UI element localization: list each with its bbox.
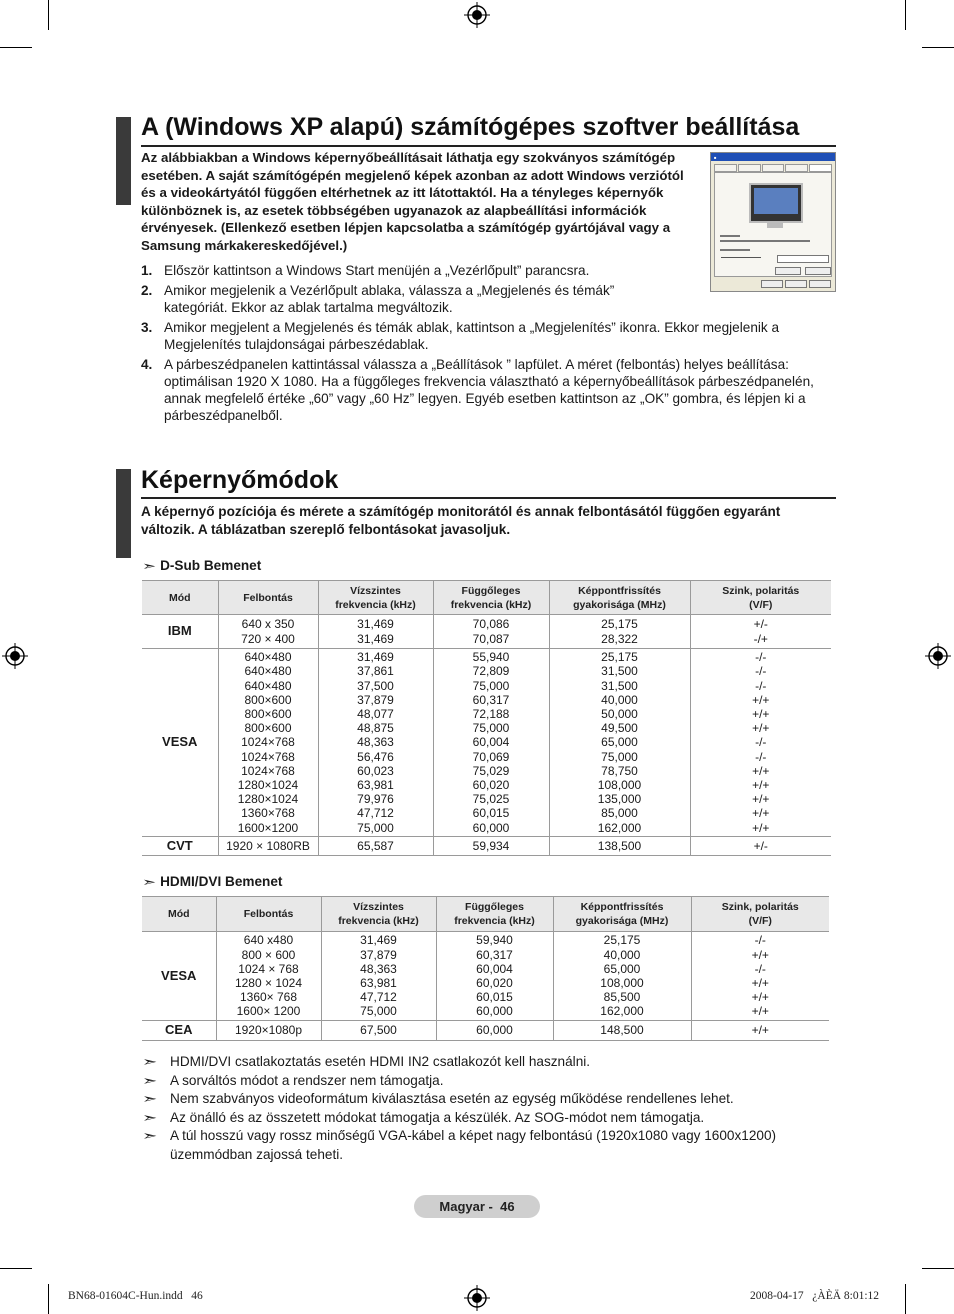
list-item [142,1109,832,1128]
hdmi-table [142,896,829,1041]
section-title: A (Windows XP alapú) számítógépes szoftver beállítása [141,113,800,141]
polarity-cell: -/- +/+ -/- +/+ +/+ +/+ [691,932,829,1021]
table-row [142,932,829,1021]
dsub-heading [141,558,262,573]
note-text: HDMI/DVI csatlakoztatás esetén HDMI IN2 csatlakozót kell használni. [170,1054,591,1069]
table-row [142,837,831,856]
monitor-stand [767,223,783,228]
hfreq-cell: 31,469 37,879 48,363 63,981 47,712 75,000 [321,932,436,1021]
list-item [141,356,831,424]
text-line [720,235,740,237]
dsub-heading-text: D-Sub Bemenet [160,558,262,573]
steps-list [141,262,831,427]
mode-cell: VESA [142,932,216,1021]
footer-file-info: BN68-01604C-Hun.indd 46 [68,1290,203,1302]
polarity-cell: +/- [690,837,831,856]
step-number: 3. [141,320,153,335]
column-header: Vízszintes frekvencia (kHz) [321,897,436,932]
registration-mark-icon [464,2,490,28]
page-number-badge [414,1195,540,1218]
step-number: 4. [141,357,153,372]
vfreq-cell: 59,940 60,317 60,004 60,020 60,015 60,000 [436,932,553,1021]
column-header: Felbontás [216,897,321,932]
monitor-icon [749,183,803,223]
arrow-right-icon: ➣ [141,558,157,573]
crop-mark [0,1268,32,1269]
polarity-cell: +/- -/+ [690,615,831,649]
arrow-right-icon: ➣ [142,1109,158,1125]
resolution-cell: 640×480 640×480 640×480 800×600 800×600 800×600 1024×768 1024×768 1024×768 1280×1024 1280×1024 1360×768 1600×1200 [218,649,318,837]
column-header: Képpontfrissítés gyakorisága (MHz) [553,897,691,932]
list-item [141,319,831,353]
vfreq-cell: 70,086 70,087 [433,615,549,649]
pixel-clock-cell: 25,175 28,322 [549,615,690,649]
list-item [141,262,671,279]
crop-mark [48,1284,49,1314]
section-bar [116,117,131,205]
step-text: Amikor megjelent a Megjelenés és témák ablak, kattintson a „Megjelenítés” ikonra. Ekkor megjelenik a Megjelenítés tulajdonságai párbeszédablak. [164,320,780,352]
arrow-right-icon: ➣ [142,1091,158,1106]
section-title: Képernyőmódok [141,466,339,494]
note-text: Az önálló és az összetett módokat támogatja a készülék. Az SOG-módot nem támogatja. [170,1109,705,1125]
resolution-slider [721,257,761,258]
dialog-tab [714,164,737,172]
polarity-cell: +/+ [691,1021,829,1041]
page-number-text: Magyar - 46 [439,1199,515,1214]
window-titlebar-icon: ■ [714,154,717,160]
polarity-cell: -/- -/- -/- +/+ +/+ +/+ -/- -/- +/+ +/+ +/+ +/+ +/+ [690,649,831,837]
pixel-clock-cell: 25,175 40,000 65,000 108,000 85,500 162,000 [553,932,691,1021]
hfreq-cell: 31,469 37,861 37,500 37,879 48,077 48,875 48,363 56,476 60,023 63,981 79,976 47,712 75,000 [318,649,433,837]
column-header: Szink, polaritás (V/F) [690,581,831,615]
list-item [142,1053,832,1072]
resolution-cell: 1920 × 1080RB [218,837,318,856]
hdmi-heading-text: HDMI/DVI Bemenet [160,874,283,889]
registration-mark-icon [464,1285,490,1311]
section-intro: Az alábbiakban a Windows képernyőbeállításait láthatja egy szokványos számítógép esetében. A saját számítógépén megjelenő képek azonban az adott Windows verziótól és a videokártyától függően eltérhetnek az itt látottaktól. Ha a tényleges képernyők különböznek is, az esetek többségében ugyanazok az alapbeállítási információk érvényesek. (Ellenkező esetben lépjen kapcsolatba a számítógép gyártójával vagy a Samsung márkakereskedőjével.) [141,150,684,253]
dialog-tab [738,164,761,172]
vfreq-cell: 59,934 [433,837,549,856]
step-number: 2. [141,283,153,298]
registration-mark-icon [2,643,28,669]
pixel-clock-cell: 148,500 [553,1021,691,1041]
mode-cell: CEA [142,1021,216,1041]
hfreq-cell: 65,587 [318,837,433,856]
arrow-right-icon: ➣ [142,1072,158,1088]
dialog-tab [809,164,832,172]
note-text: Nem szabványos videoformátum kiválasztása esetén az egység működése rendellenes lehet. [170,1091,734,1106]
table-row [142,649,831,837]
pixel-clock-cell: 25,175 31,500 31,500 40,000 50,000 49,500 65,000 75,000 78,750 108,000 135,000 85,000 162,000 [549,649,690,837]
crop-mark [905,1284,906,1314]
vfreq-cell: 55,940 72,809 75,000 60,317 72,188 75,000 60,004 70,069 75,029 60,020 75,025 60,015 60,000 [433,649,549,837]
registration-mark-icon [925,643,951,669]
column-header: Függőleges frekvencia (kHz) [436,897,553,932]
resolution-cell: 640 x480 800 × 600 1024 × 768 1280 × 1024 1360× 768 1600× 1200 [216,932,321,1021]
dsub-table [142,580,831,856]
crop-mark [905,0,906,30]
column-header: Függőleges frekvencia (kHz) [433,581,549,615]
hfreq-cell: 31,469 31,469 [318,615,433,649]
hdmi-heading [141,874,283,889]
section-intro: A képernyő pozíciója és mérete a számítógép monitorától és annak felbontásától függően egyaránt változik. A táblázatban szereplő felbontásokat javasoljuk. [141,504,781,537]
list-item [142,1072,832,1091]
column-header: Szink, polaritás (V/F) [691,897,829,932]
resolution-cell: 1920×1080p [216,1021,321,1041]
mode-cell: CVT [142,837,218,856]
table-row [142,1021,829,1041]
section-rule [141,145,836,147]
list-item [142,1090,832,1109]
note-text: A sorváltós módot a rendszer nem támogatja. [170,1072,444,1088]
dialog-tab [762,164,785,172]
crop-mark [0,47,32,48]
footer-timestamp: 2008-04-17 ¿ÀÈÄ 8:01:12 [750,1290,880,1302]
arrow-right-icon: ➣ [142,1054,158,1069]
text-line [720,240,810,242]
table-row [142,615,831,649]
dialog-tab [785,164,808,172]
hfreq-cell: 67,500 [321,1021,436,1041]
step-text: Először kattintson a Windows Start menüjén a „Vezérlőpult” parancsra. [164,263,590,278]
step-number: 1. [141,263,153,278]
arrow-right-icon: ➣ [141,874,157,889]
list-item [142,1127,832,1164]
crop-mark [48,0,49,30]
step-text: Amikor megjelenik a Vezérlőpult ablaka, válassza a „Megjelenés és témák” kategóriát. Ekkor az ablak tartalma megváltozik. [164,283,615,315]
resolution-cell: 640 x 350 720 × 400 [218,615,318,649]
crop-mark [922,47,954,48]
arrow-right-icon: ➣ [142,1128,158,1143]
list-item [141,282,671,316]
column-header: Felbontás [218,581,318,615]
text-line [720,249,750,251]
section-bar [116,469,131,558]
note-text: A túl hosszú vagy rossz minőségű VGA-kábel a képet nagy felbontású (1920x1080 vagy 1600x1200) üzemmódban zajossá teheti. [170,1128,777,1162]
step-text: A párbeszédpanelen kattintással válassza a „Beállítások ” lapfület. A méret (felbontás) helyes beállítása: optimálisan 1920 X 1080. Ha a függőleges frekvencia választható a képernyőbeállítások párbeszédpanelén, annak megfelelő értéke „60” vagy „60 Hz” legyen. Egyéb esetben kattintson az „OK” gombra, és lépjen ki a párbeszédpanelből. [164,357,814,423]
pixel-clock-cell: 138,500 [549,837,690,856]
section-rule [141,497,836,499]
vfreq-cell: 60,000 [436,1021,553,1041]
notes-list [142,1053,832,1164]
crop-mark [922,1268,954,1269]
column-header: Mód [142,897,216,932]
column-header: Vízszintes frekvencia (kHz) [318,581,433,615]
mode-cell: IBM [142,615,218,649]
column-header: Mód [142,581,218,615]
mode-cell: VESA [142,649,218,837]
column-header: Képpontfrissítés gyakorisága (MHz) [549,581,690,615]
